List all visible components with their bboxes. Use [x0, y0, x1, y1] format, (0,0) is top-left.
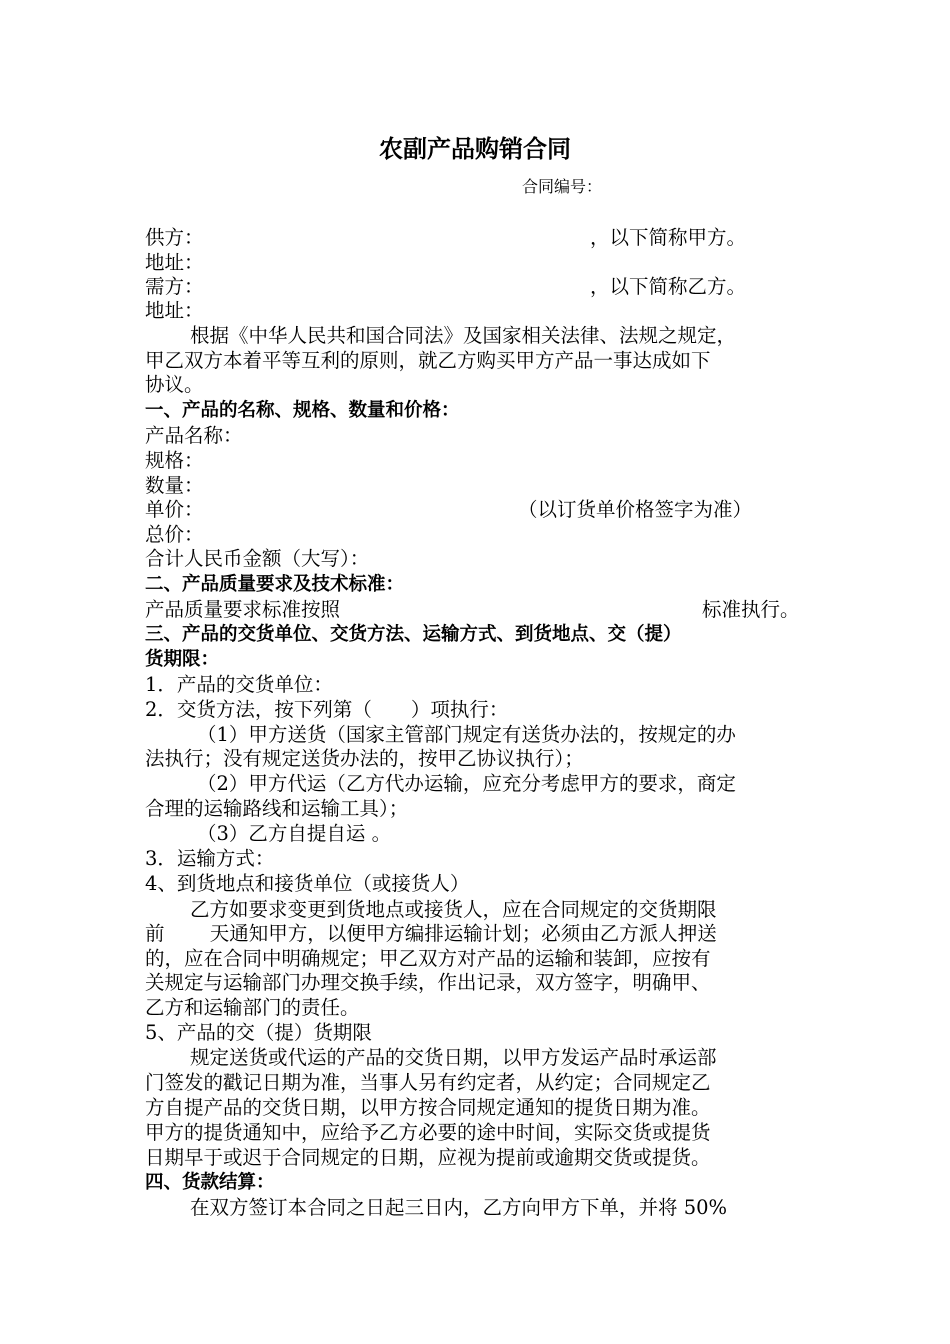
section3-heading-cont: 货期限：: [145, 649, 220, 670]
destination-paragraph-line: 的，应在合同中明确规定；甲乙双方对产品的运输和装卸，应按有: [145, 947, 711, 970]
option-2-line: 合理的运输路线和运输工具）；: [145, 797, 409, 820]
document-title: 农副产品购销合同: [379, 135, 571, 163]
destination-paragraph-line: 前 天通知甲方，以便甲方编排运输计划；必须由乙方派人押送: [145, 922, 717, 945]
preamble-line: 甲乙双方本着平等互利的原则，就乙方购买甲方产品一事达成如下: [145, 349, 711, 372]
unit-price-label: 单价：: [145, 498, 204, 521]
option-3-line: （3）乙方自提自运 。: [197, 822, 392, 845]
spec-label: 规格：: [145, 449, 204, 472]
quality-standard-prefix: 产品质量要求标准按照: [145, 598, 341, 621]
section3-heading: 三、产品的交货单位、交货方法、运输方式、到货地点、交（提）: [145, 624, 682, 645]
delivery-method-item: 2．交货方法，按下列第（ ）项执行：: [145, 698, 509, 721]
section1-heading: 一、产品的名称、规格、数量和价格：: [145, 400, 460, 421]
supplier-suffix: ，以下简称甲方。: [590, 226, 747, 249]
option-2-line: （2）甲方代运（乙方代办运输，应充分考虑甲方的要求，商定: [197, 772, 736, 795]
preamble-line: 协议。: [145, 373, 204, 396]
destination-paragraph-line: 乙方如要求变更到货地点或接货人，应在合同规定的交货期限: [190, 898, 717, 921]
buyer-suffix: ，以下简称乙方。: [590, 275, 747, 298]
destination-item: 4、到货地点和接货单位（或接货人）: [145, 872, 470, 895]
delivery-period-item: 5、产品的交（提）货期限: [145, 1021, 372, 1044]
delivery-period-paragraph-line: 甲方的提货通知中，应给予乙方必要的途中时间，实际交货或提货: [145, 1121, 711, 1144]
unit-price-note: （以订货单价格签字为准）: [518, 498, 753, 521]
delivery-period-paragraph-line: 门签发的戳记日期为准，当事人另有约定者，从约定；合同规定乙: [145, 1071, 711, 1094]
destination-paragraph-line: 关规定与运输部门办理交换手续，作出记录，双方签字，明确甲、: [145, 971, 711, 994]
destination-paragraph-line: 乙方和运输部门的责任。: [145, 996, 360, 1019]
buyer-label: 需方：: [145, 275, 204, 298]
delivery-period-paragraph-line: 规定送货或代运的产品的交货日期，以甲方发运产品时承运部: [190, 1046, 717, 1069]
supplier-label: 供方：: [145, 226, 204, 249]
option-1-line: 法执行；没有规定送货办法的，按甲乙协议执行）；: [145, 747, 584, 770]
payment-paragraph-line: 在双方签订本合同之日起三日内，乙方向甲方下单，并将 50%: [190, 1196, 728, 1219]
delivery-period-paragraph-line: 日期早于或迟于合同规定的日期，应视为提前或逾期交货或提货。: [145, 1146, 711, 1169]
product-name-label: 产品名称：: [145, 424, 243, 447]
rmb-amount-label: 合计人民币金额（大写）：: [145, 547, 370, 570]
preamble-line: 根据《中华人民共和国合同法》及国家相关法律、法规之规定，: [190, 324, 737, 347]
supplier-address-label: 地址：: [145, 251, 204, 274]
option-1-line: （1）甲方送货（国家主管部门规定有送货办法的，按规定的办: [197, 723, 736, 746]
buyer-address-label: 地址：: [145, 299, 204, 322]
section4-heading: 四、货款结算：: [145, 1172, 275, 1193]
transport-method-item: 3．运输方式：: [145, 847, 275, 870]
delivery-unit-item: 1．产品的交货单位：: [145, 673, 333, 696]
quality-standard-suffix: 标准执行。: [702, 598, 800, 621]
section2-heading: 二、产品质量要求及技术标准：: [145, 574, 405, 595]
total-price-label: 总价：: [145, 523, 204, 546]
contract-number-label: 合同编号：: [522, 177, 603, 196]
delivery-period-paragraph-line: 方自提产品的交货日期，以甲方按合同规定通知的提货日期为准。: [145, 1096, 711, 1119]
quantity-label: 数量：: [145, 474, 204, 497]
